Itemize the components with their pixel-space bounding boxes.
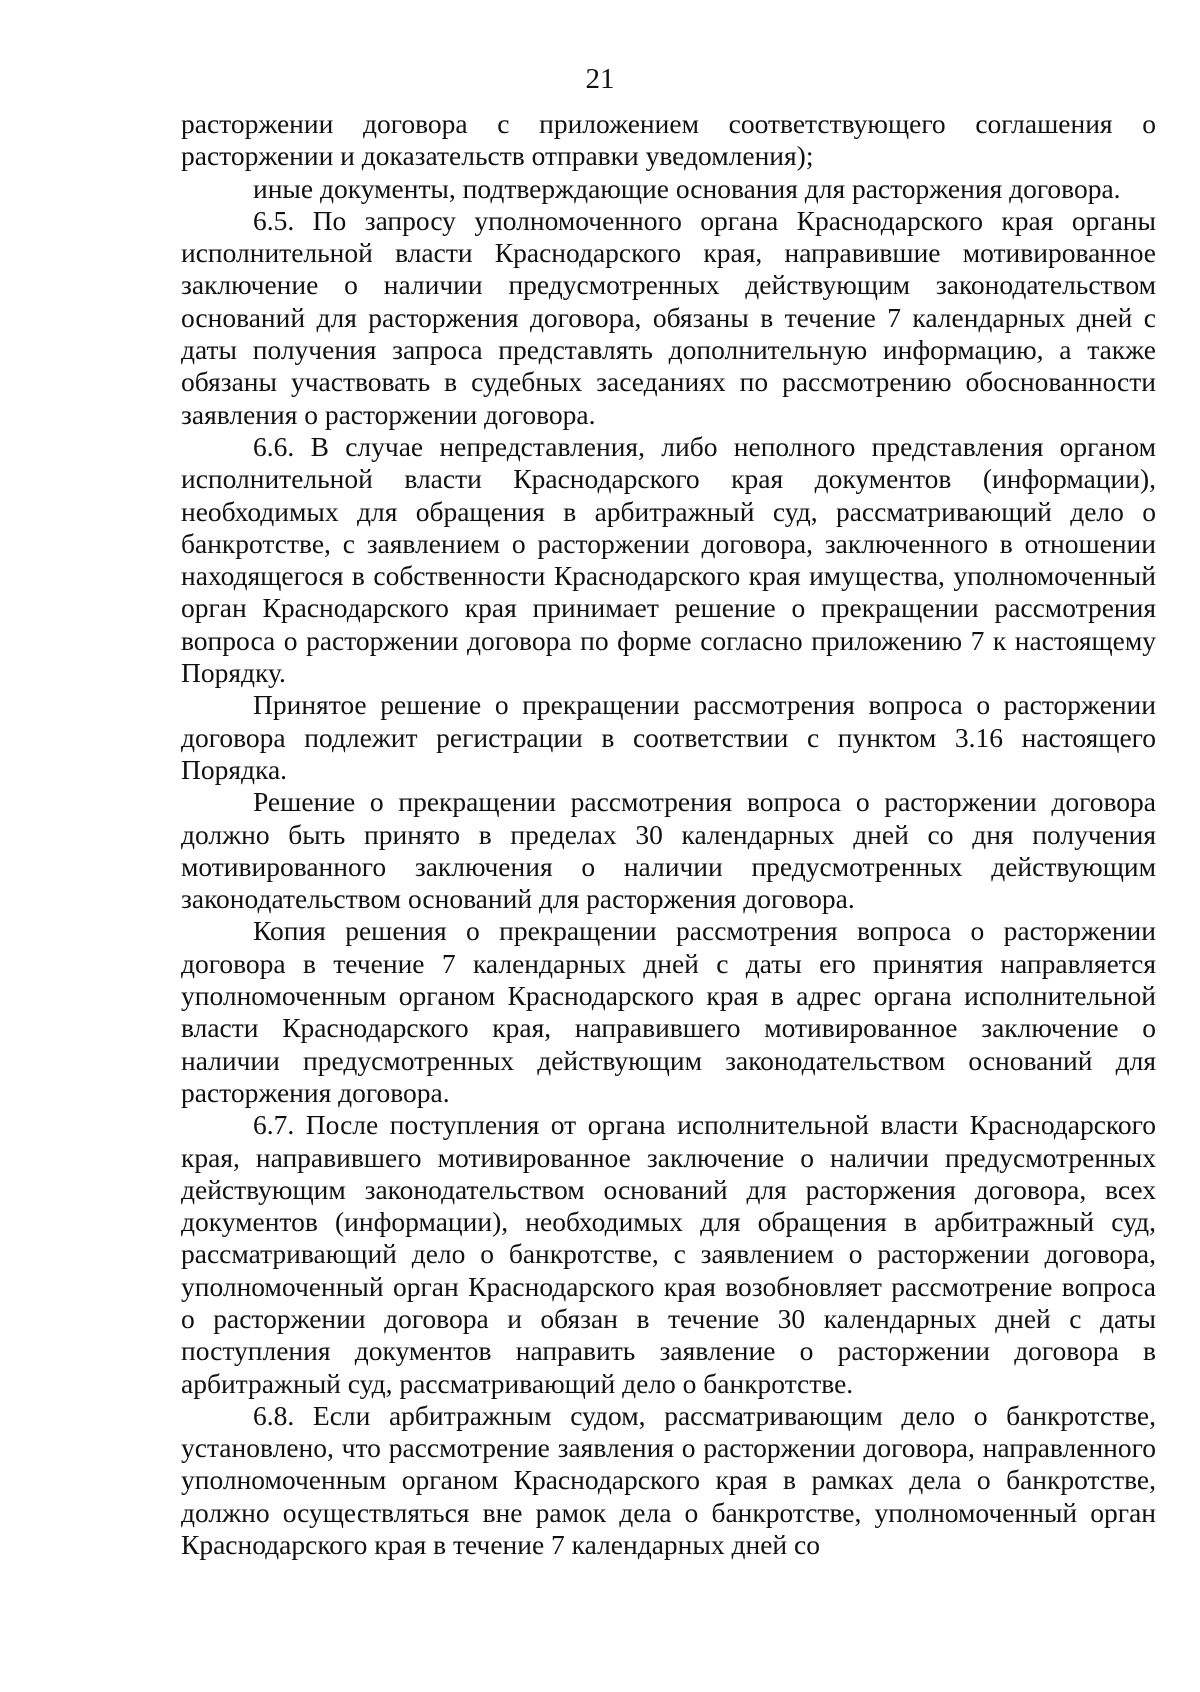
paragraph-decision-copy: Копия решения о прекращении рассмотрения вопроса о расторжении договора в течение 7 календарных дней с даты его принятия направляется уполномоченным органом Краснодарского края в адрес органа исполнительной власти Краснодарского края, направившего мотивированное заключение о наличии предусмотренных действующим законодательством оснований для расторжения договора.	[181, 915, 1156, 1108]
paragraph-6-7: 6.7. После поступления от органа исполнительной власти Краснодарского края, направившего мотивированное заключение о наличии предусмотренных действующим законодательством оснований для расторжения договора, всех документов (информации), необходимых для обращения в арбитражный суд, рассматривающий дело о банкротстве, с заявлением о расторжении договора, уполномоченный орган Краснодарского края возобновляет рассмотрение вопроса о расторжении договора и обязан в течение 30 календарных дней с даты поступления документов направить заявление о расторжении договора в арбитражный суд, рассматривающий дело о банкротстве.	[181, 1109, 1156, 1399]
document-body	[181, 108, 1156, 1561]
paragraph-continuation: расторжении договора с приложением соответствующего соглашения о расторжении и доказательств отправки уведомления);	[181, 108, 1156, 172]
page-number: 21	[585, 63, 615, 95]
paragraph-other-documents: иные документы, подтверждающие основания для расторжения договора.	[253, 172, 1121, 204]
paragraph-decision-deadline: Решение о прекращении рассмотрения вопроса о расторжении договора должно быть принято в пределах 30 календарных дней со дня получения мотивированного заключения о наличии предусмотренных действующим законодательством оснований для расторжения договора.	[181, 786, 1156, 915]
paragraph-6-5: 6.5. По запросу уполномоченного органа Краснодарского края органы исполнительной власти Краснодарского края, направившие мотивированное заключение о наличии предусмотренных действующим законодательством оснований для расторжения договора, обязаны в течение 7 календарных дней с даты получения запроса представлять дополнительную информацию, а также обязаны участвовать в судебных заседаниях по рассмотрению обоснованности заявления о расторжении договора.	[181, 204, 1156, 430]
paragraph-6-6: 6.6. В случае непредставления, либо неполного представления органом исполнительной власти Краснодарского края документов (информации), необходимых для обращения в арбитражный суд, рассматривающий дело о банкротстве, с заявлением о расторжении договора, заключенного в отношении находящегося в собственности Краснодарского края имущества, уполномоченный орган Краснодарского края принимает решение о прекращении рассмотрения вопроса о расторжении договора по форме согласно приложению 7 к настоящему Порядку.	[181, 430, 1156, 689]
paragraph-6-8: 6.8. Если арбитражным судом, рассматривающим дело о банкротстве, установлено, что рассмотрение заявления о расторжении договора, направленного уполномоченным органом Краснодарского края в рамках дела о банкротстве, должно осуществляться вне рамок дела о банкротстве, уполномоченный орган Краснодарского края в течение 7 календарных дней со	[181, 1399, 1156, 1561]
paragraph-decision-registration: Принятое решение о прекращении рассмотрения вопроса о расторжении договора подлежит регистрации в соответствии с пунктом 3.16 настоящего Порядка.	[181, 689, 1156, 785]
